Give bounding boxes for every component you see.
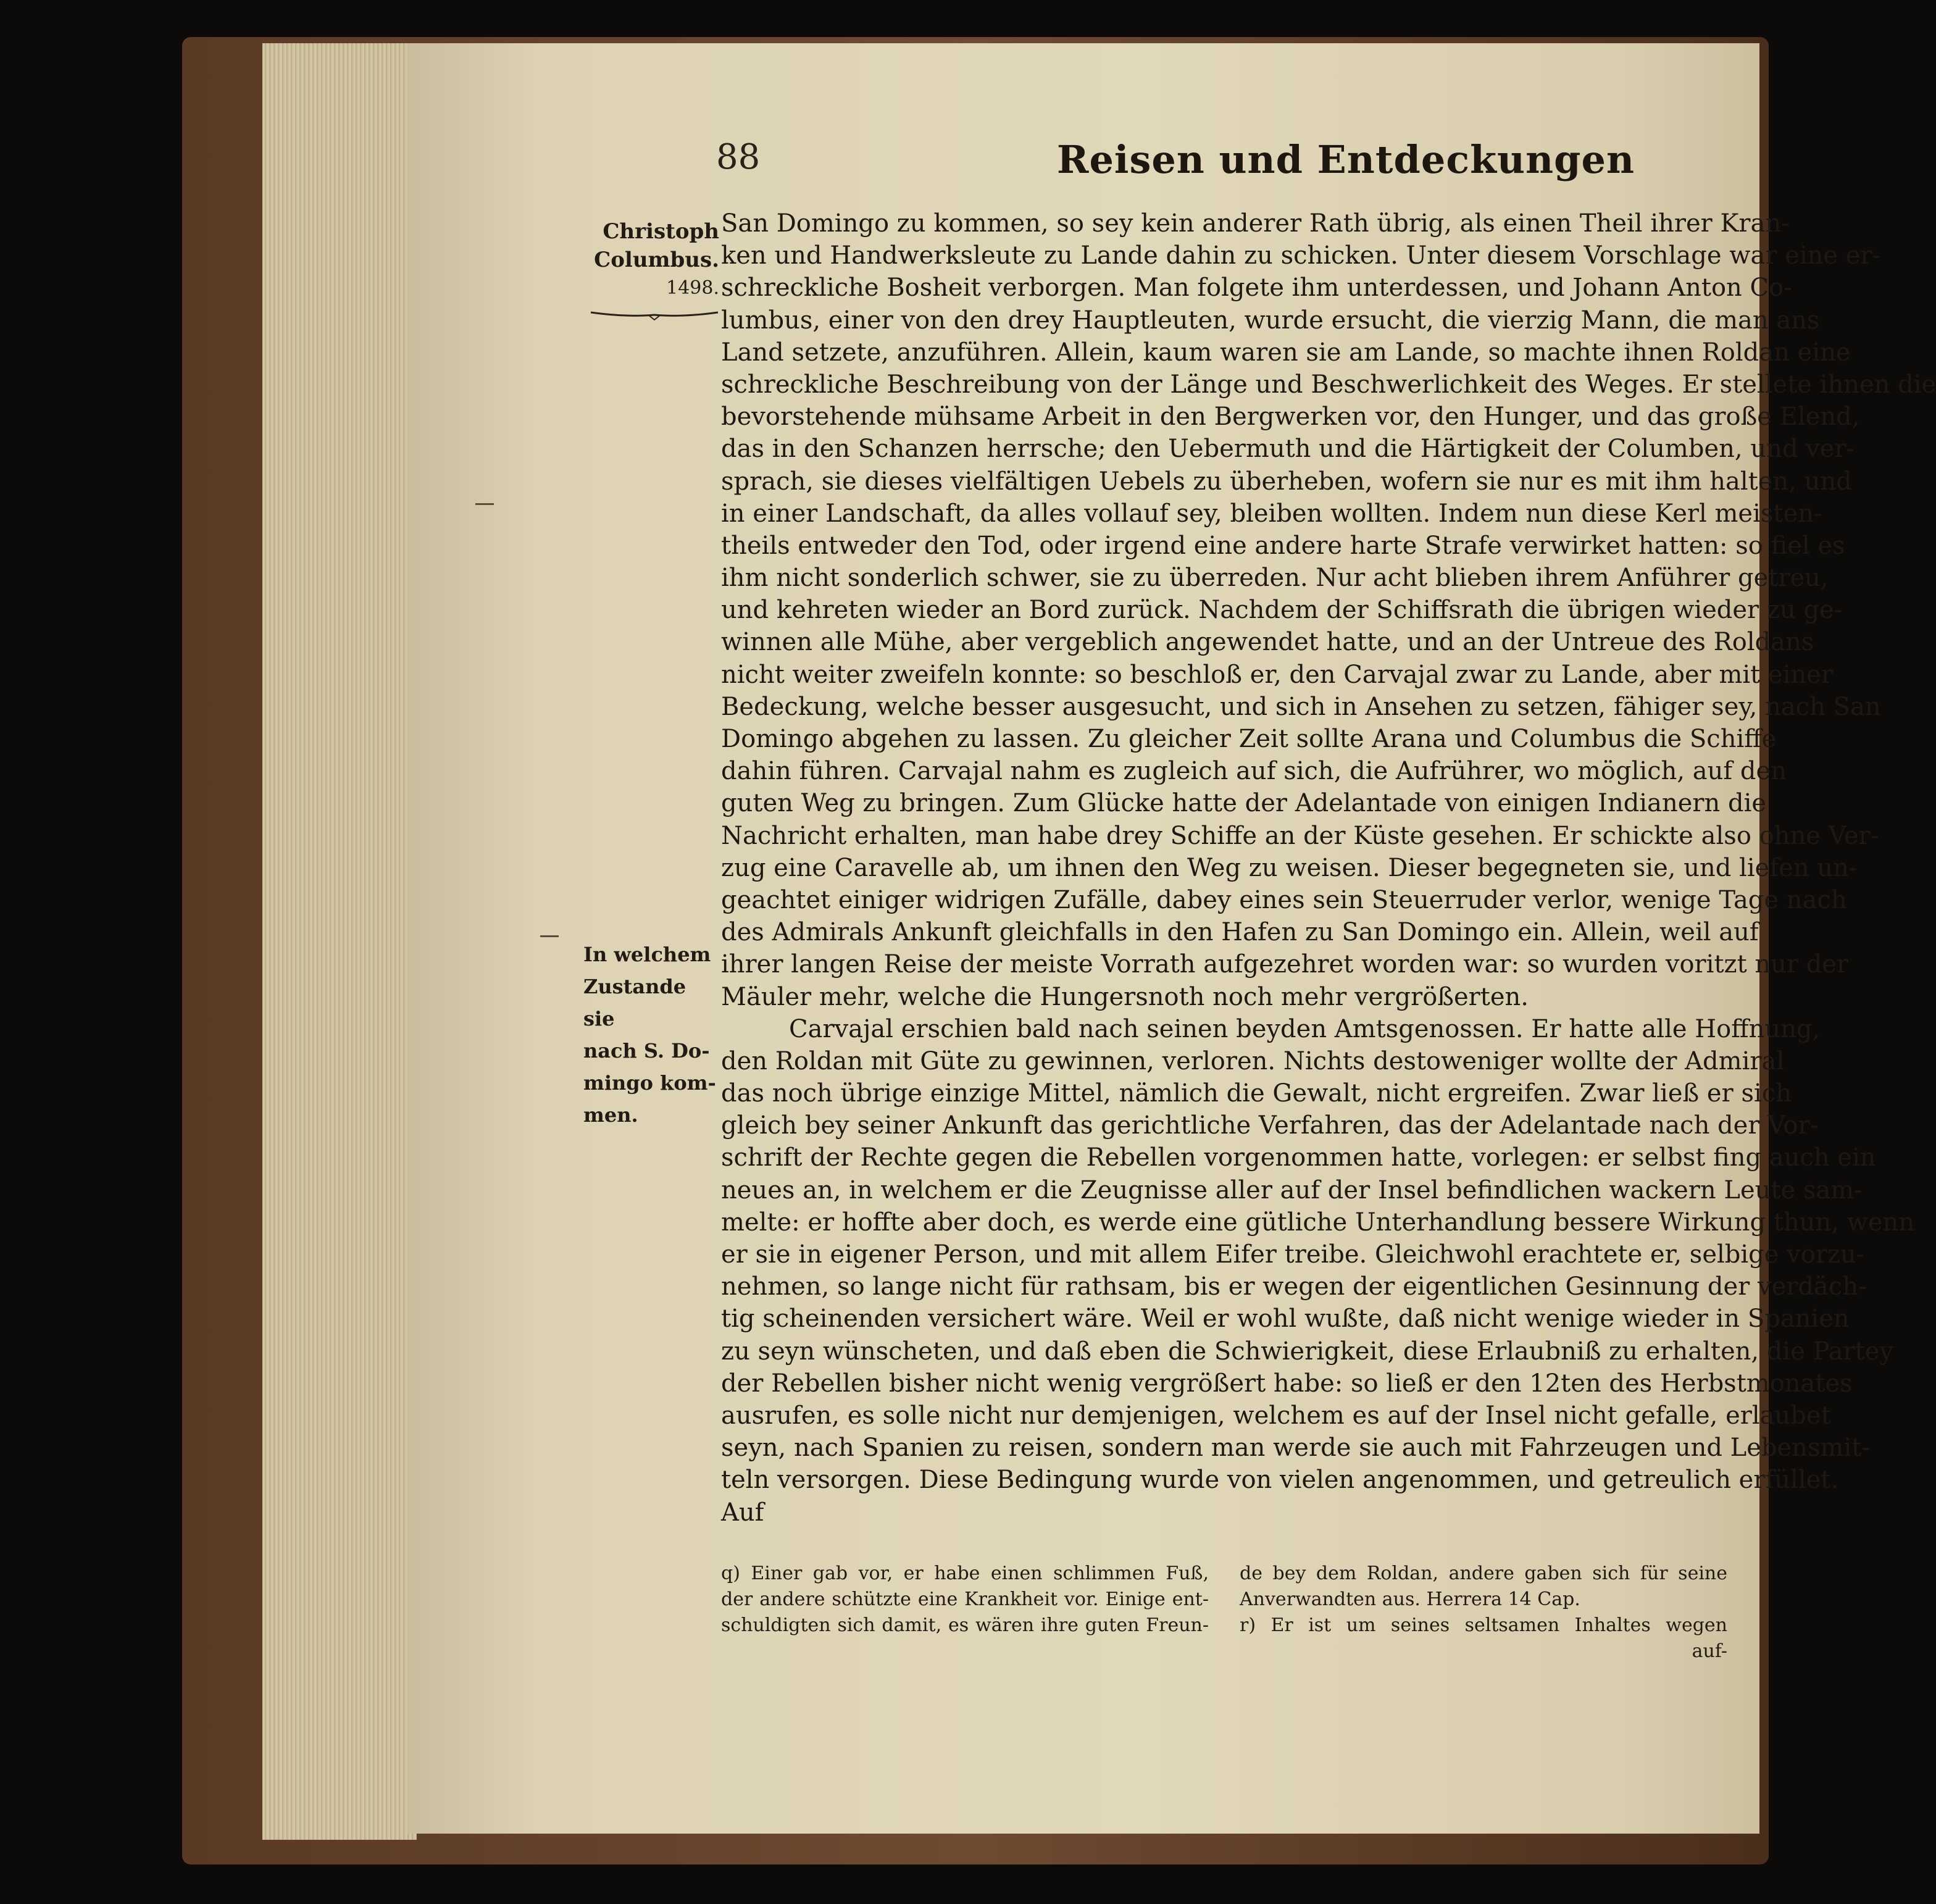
margin-heading-surname: Columbus. xyxy=(594,248,719,272)
text-line: ihm nicht sonderlich schwer, sie zu überreden. Nur acht blieben ihrem Anführer getreu, xyxy=(721,564,1829,593)
text-line: sprach, sie dieses vielfältigen Uebels zu überheben, wofern sie nur es mit ihm halten, und xyxy=(721,467,1852,496)
footnote-line: de bey dem Roldan, andere gaben sich für seine xyxy=(1240,1563,1727,1584)
margin-heading-year: 1498. xyxy=(666,277,719,299)
text-line: theils entweder den Tod, oder irgend eine andere harte Strafe verwirket hatten: so fiel es xyxy=(721,531,1845,560)
text-line: gleich bey seiner Ankunft das gerichtliche Verfahren, das der Adelantade nach der Vor- xyxy=(721,1111,1819,1140)
text-line: San Domingo zu kommen, so sey kein anderer Rath übrig, als einen Theil ihrer Kran- xyxy=(721,209,1790,238)
ornament-rule xyxy=(590,309,719,321)
text-line: Mäuler mehr, welche die Hungersnoth noch mehr vergrößerten. xyxy=(721,982,1529,1011)
footnote-column-left xyxy=(721,1561,1209,1639)
text-line: des Admirals Ankunft gleichfalls in den Hafen zu San Domingo ein. Allein, weil auf xyxy=(721,918,1759,947)
text-line: winnen alle Mühe, aber vergeblich angewendet hatte, und an der Untreue des Roldans xyxy=(721,628,1814,657)
page-number: 88 xyxy=(716,137,761,177)
catchword: Auf xyxy=(721,1498,764,1527)
text-line: nicht weiter zweifeln konnte: so beschloß er, den Carvajal zwar zu Lande, aber mit einer xyxy=(721,660,1833,689)
text-line: schreckliche Beschreibung von der Länge und Beschwerlichkeit des Weges. Er stellete ihnen die xyxy=(721,370,1936,399)
margin-mark xyxy=(540,935,559,937)
text-line: schreckliche Bosheit verborgen. Man folgete ihm unterdessen, und Johann Anton Co- xyxy=(721,273,1792,303)
text-line: Nachricht erhalten, man habe drey Schiffe an der Küste gesehen. Er schickte also ohne Ver- xyxy=(721,821,1879,850)
text-line: tig scheinenden versichert wäre. Weil er wohl wußte, daß nicht wenige wieder in Spanien xyxy=(721,1305,1850,1334)
footnote-line: auf- xyxy=(1692,1640,1727,1662)
footnotes xyxy=(721,1561,1727,1678)
text-line: das in den Schanzen herrsche; den Uebermuth und die Härtigkeit der Columben, und ver- xyxy=(721,435,1855,464)
text-line: nehmen, so lange nicht für rathsam, bis er wegen der eigentlichen Gesinnung der verdäch- xyxy=(721,1272,1867,1301)
footnote-column-right xyxy=(1240,1561,1727,1664)
page-edges xyxy=(262,43,417,1840)
running-head xyxy=(716,137,1790,186)
text-line: seyn, nach Spanien zu reisen, sondern man werde sie auch mit Fahrzeugen und Lebensmit- xyxy=(721,1434,1870,1463)
text-line: Bedeckung, welche besser ausgesucht, und sich in Ansehen zu setzen, fähiger sey, nach San xyxy=(721,692,1881,721)
text-line: er sie in eigener Person, und mit allem Eifer treibe. Gleichwohl erachtete er, selbige vorzu- xyxy=(721,1240,1865,1269)
margin-heading xyxy=(583,217,719,303)
margin-note-line: In welchem xyxy=(583,943,711,966)
text-line: zug eine Caravelle ab, um ihnen den Weg zu weisen. Dieser begegneten sie, und liefen un- xyxy=(721,853,1858,882)
text-line: das noch übrige einzige Mittel, nämlich die Gewalt, nicht ergreifen. Zwar ließ er sich xyxy=(721,1079,1792,1108)
margin-mark xyxy=(475,503,494,505)
footnote-line: q) Einer gab vor, er habe einen schlimmen Fuß, xyxy=(721,1563,1209,1584)
text-line: lumbus, einer von den drey Hauptleuten, wurde ersucht, die vierzig Mann, die man ans xyxy=(721,306,1820,335)
text-line: Domingo abgehen zu lassen. Zu gleicher Zeit sollte Arana und Columbus die Schiffe xyxy=(721,725,1777,753)
text-line: Carvajal erschien bald nach seinen beyden Amtsgenossen. Er hatte alle Hoffnung, xyxy=(789,1014,1821,1043)
text-line: melte: er hoffte aber doch, es werde eine gütliche Unterhandlung bessere Wirkung thun, wenn xyxy=(721,1208,1915,1237)
footnote-line: r) Er ist um seines seltsamen Inhaltes wegen xyxy=(1240,1614,1727,1636)
text-line: und kehreten wieder an Bord zurück. Nachdem der Schiffsrath die übrigen wieder zu ge- xyxy=(721,596,1843,625)
margin-heading-name: Christoph xyxy=(603,219,719,244)
text-line: guten Weg zu bringen. Zum Glücke hatte der Adelantade von einigen Indianern die xyxy=(721,789,1767,818)
text-line: ken und Handwerksleute zu Lande dahin zu schicken. Unter diesem Vorschlage war eine er- xyxy=(721,241,1881,270)
text-line: bevorstehende mühsame Arbeit in den Bergwerken vor, den Hunger, und das große Elend, xyxy=(721,403,1860,432)
text-line: neues an, in welchem er die Zeugnisse aller auf der Insel befindlichen wackern Leute sam- xyxy=(721,1175,1863,1205)
page-title: Reisen und Entdeckungen xyxy=(1056,137,1635,182)
text-line: den Roldan mit Güte zu gewinnen, verloren. Nichts destoweniger wollte der Admiral xyxy=(721,1046,1785,1075)
text-line: ausrufen, es solle nicht nur demjenigen, welchem es auf der Insel nicht gefalle, erlaubet xyxy=(721,1401,1831,1430)
margin-note-line: Zustande sie xyxy=(583,975,686,1030)
margin-note xyxy=(583,938,716,1131)
footnote-line: schuldigten sich damit, es wären ihre guten Freun- xyxy=(721,1614,1209,1636)
text-line: zu seyn wünscheten, und daß eben die Schwierigkeit, diese Erlaubniß zu erhalten, die Partey xyxy=(721,1337,1894,1366)
footnote-line: Anverwandten aus. Herrera 14 Cap. xyxy=(1240,1589,1580,1610)
text-line: schrift der Rechte gegen die Rebellen vorgenommen hatte, vorlegen: er selbst fing auch ein xyxy=(721,1143,1876,1172)
margin-note-line: men. xyxy=(583,1103,638,1127)
margin-note-line: nach S. Do- xyxy=(583,1039,710,1063)
footnote-line: der andere schützte eine Krankheit vor. Einige ent- xyxy=(721,1589,1209,1610)
text-line: der Rebellen bisher nicht wenig vergrößert habe: so ließ er den 12ten des Herbstmonates xyxy=(721,1369,1853,1398)
text-line: dahin führen. Carvajal nahm es zugleich auf sich, die Aufrührer, wo möglich, auf den xyxy=(721,757,1787,786)
margin-note-line: mingo kom- xyxy=(583,1071,716,1095)
text-line: in einer Landschaft, da alles vollauf sey, bleiben wollten. Indem nun diese Kerl meisten- xyxy=(721,499,1822,528)
text-line: ihrer langen Reise der meiste Vorrath aufgezehret worden war: so wurden voritzt nur der xyxy=(721,950,1849,979)
text-line: teln versorgen. Diese Bedingung wurde von vielen angenommen, und getreulich erfüllet. xyxy=(721,1466,1839,1495)
body-text xyxy=(721,207,1936,1529)
text-line: Land setzete, anzuführen. Allein, kaum waren sie am Lande, so machte ihnen Roldan eine xyxy=(721,338,1851,367)
text-line: geachtet einiger widrigen Zufälle, dabey eines sein Steuerruder verlor, wenige Tage nach xyxy=(721,885,1847,914)
